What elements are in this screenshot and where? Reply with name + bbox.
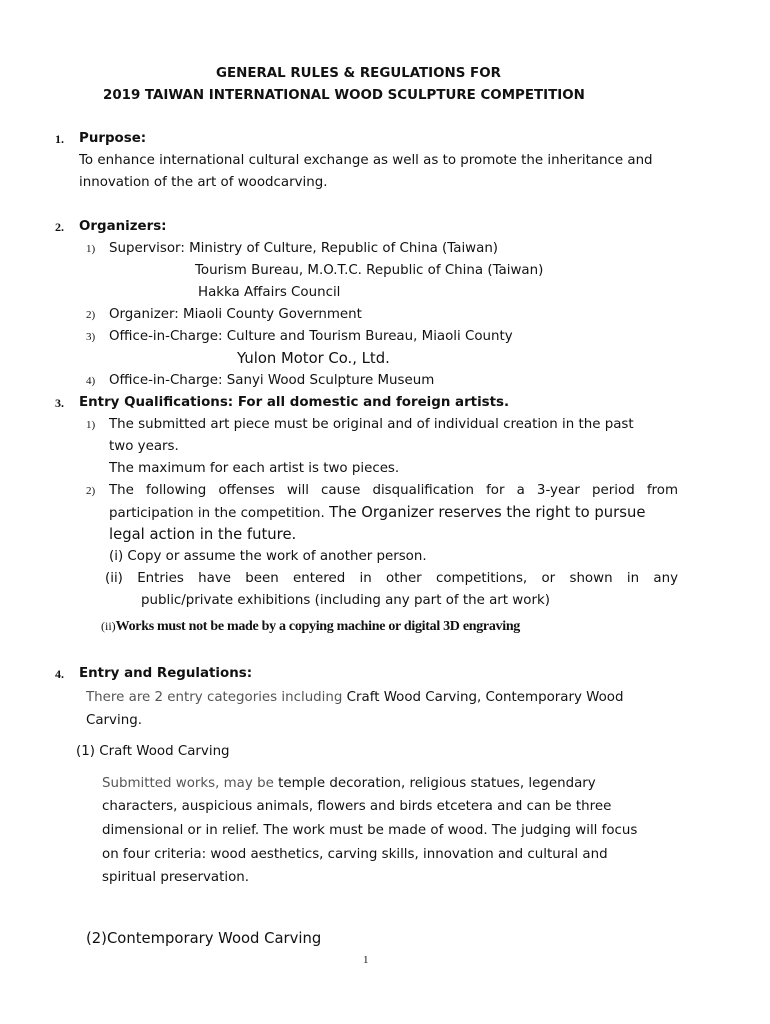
- craft-text-line-4: on four criteria: wood aesthetics, carving skills, innovation and cultural and: [102, 847, 608, 862]
- entry-intro-line-2: Carving.: [86, 713, 142, 728]
- org-item-1-line-3: Hakka Affairs Council: [198, 285, 341, 300]
- org-item-3-line-2: Yulon Motor Co., Ltd.: [237, 350, 390, 367]
- qual-sub-ii-line-1: (ii) Entries have been entered in other competitions, or shown in any: [105, 571, 678, 586]
- org-item-3-text: Office-in-Charge: Culture and Tourism Bureau, Miaoli County: [109, 329, 513, 344]
- org-item-4-number: 4): [86, 375, 96, 387]
- qual-item-2-number: 2): [86, 485, 96, 497]
- section-1-text-line-2: innovation of the art of woodcarving.: [79, 175, 328, 190]
- qual-item-1-line-3: The maximum for each artist is two pieces.: [109, 461, 400, 476]
- qual-sub-ii-line-2: public/private exhibitions (including any part of the art work): [141, 593, 550, 608]
- section-1-text-line-1: To enhance international cultural exchange as well as to promote the inheritance and: [79, 153, 653, 168]
- craft-heading: (1) Craft Wood Carving: [76, 744, 230, 759]
- section-2-number: 2.: [55, 220, 64, 234]
- contemporary-heading: (2)Contemporary Wood Carving: [86, 930, 322, 947]
- qual-sub-ii-b-text: Works must not be made by a copying machine or digital 3D engraving: [115, 619, 521, 634]
- entry-intro-line-1: [86, 688, 624, 708]
- title-line-1: GENERAL RULES & REGULATIONS FOR: [216, 66, 501, 81]
- section-1-number: 1.: [55, 132, 64, 146]
- section-3-number: 3.: [55, 396, 64, 410]
- qual-item-2-line-2b: The Organizer reserves the right to pursue: [329, 504, 646, 521]
- qual-sub-i: (i) Copy or assume the work of another person.: [109, 549, 427, 564]
- qual-sub-ii-b-label: (ii): [101, 619, 116, 633]
- section-3-heading: Entry Qualifications: For all domestic and foreign artists.: [79, 395, 510, 410]
- org-item-4-text: Office-in-Charge: Sanyi Wood Sculpture Museum: [109, 373, 435, 388]
- section-4-number: 4.: [55, 667, 64, 681]
- org-item-2-text: Organizer: Miaoli County Government: [109, 307, 362, 322]
- page-number: 1: [363, 954, 369, 966]
- org-item-1-text: Supervisor: Ministry of Culture, Republic of China (Taiwan): [109, 241, 499, 256]
- qual-item-1-number: 1): [86, 419, 96, 431]
- qual-item-1-line-2: two years.: [109, 439, 179, 454]
- section-4-heading: Entry and Regulations:: [79, 666, 253, 681]
- qual-item-2-line-1: The following offenses will cause disqualification for a 3-year period from: [109, 483, 678, 498]
- qual-item-2-line-2: [109, 503, 645, 524]
- craft-text-b: temple decoration, religious statues, legendary: [278, 776, 596, 791]
- org-item-3-number: 3): [86, 331, 96, 343]
- qual-item-2-line-2a: participation in the competition.: [109, 506, 325, 521]
- org-item-1-number: 1): [86, 243, 96, 255]
- qual-item-2-line-3: legal action in the future.: [109, 526, 297, 543]
- title-line-2: 2019 TAIWAN INTERNATIONAL WOOD SCULPTURE COMPETITION: [103, 88, 585, 103]
- qual-item-1-line-1: The submitted art piece must be original and of individual creation in the past: [109, 417, 634, 432]
- org-item-2-number: 2): [86, 309, 96, 321]
- section-2-heading: Organizers:: [79, 219, 167, 234]
- org-item-1-line-2: Tourism Bureau, M.O.T.C. Republic of China (Taiwan): [195, 263, 544, 278]
- craft-text-line-3: dimensional or in relief. The work must be made of wood. The judging will focus: [102, 823, 638, 838]
- entry-intro-b: Craft Wood Carving, Contemporary Wood: [346, 690, 624, 705]
- qual-sub-ii-b: [101, 616, 520, 637]
- entry-intro-a: There are 2 entry categories including: [86, 690, 343, 705]
- craft-text-line-1: [102, 774, 596, 794]
- craft-text-line-2: characters, auspicious animals, flowers and birds etcetera and can be three: [102, 799, 612, 814]
- craft-text-a: Submitted works, may be: [102, 776, 274, 791]
- section-1-heading: Purpose:: [79, 131, 147, 146]
- craft-text-line-5: spiritual preservation.: [102, 870, 250, 885]
